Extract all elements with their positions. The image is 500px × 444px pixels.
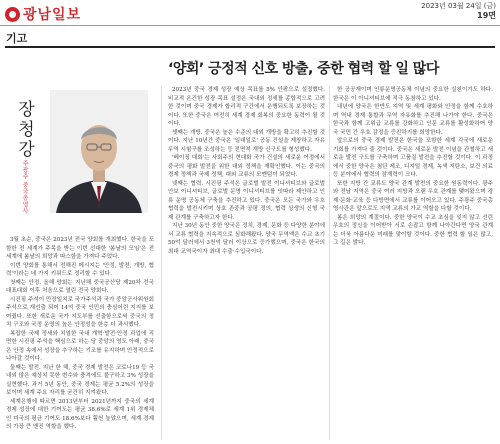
author-title: 주광주 중국총영사 bbox=[21, 160, 28, 215]
paragraph: '베이징 대회'는 사회주의 현대화 국가 건설의 새로운 여정에서 중국의 평화 발전을 위한 대외 정책을 재확인했다. 이는 중국의 경제 정책과 국제 정책, 대외 교류의 모멘텀이 되었다. bbox=[168, 155, 325, 178]
issue-meta bbox=[421, 2, 496, 20]
paragraph: 지난 30년 동안 중한 양국은 정치, 경제, 문화 등 다양한 분야에서 교류 협력을 지속적으로 심화해왔다. 양국 무역액은 수교 초기 50억 달러에서 3천억 달러 이상으로 증가했으며, 중국은 한국의 최대 교역국이자 최대 수출·수입국이다. bbox=[168, 223, 325, 255]
paragraph: 3월 초순, 중국은 2023년 전국 양회를 개최했다. 한국을 포함한 전 세계가 주목을 받는 이번 선대한 '봄날의 모임'은 전 세계에 봄날의 희망과 따스함을 가져다 주었다. bbox=[6, 237, 154, 260]
paragraph: 봄은 희망의 계절이다. 중한 양국이 수교 초심을 잊지 않고 선린우호의 정신을 이어받아 서로 손잡고 함께 나아간다면 양국 관계는 더욱 아름다운 미래를 맞이할 것이다. 중한 협력 할 일은 많고, 그 길은 밝다. bbox=[333, 214, 493, 246]
paragraph: 둘째는 발전. 지난 한 해, 중국 경제 발전은 코로나19 등 국내외 많은 예상치 못한 변수와 충격에도 불구하고 3% 성장을 실현했다. 과거 5년 동안, 중국 경제는 평균 5.2%의 성장을 보이며 세계 주요 자리를 굳건히 지켜왔다. bbox=[6, 364, 154, 396]
author-portrait-image bbox=[50, 90, 148, 213]
article-column-3 bbox=[333, 86, 493, 440]
author-photo bbox=[50, 90, 148, 213]
paragraph: 또한 지방 간 교류도 양국 관계 발전의 중요한 원동력이다. 광주와 전남 지역은 중국 여러 지방과 오랜 우호 관계를 맺어왔으며 경제·문화·교육 등 다방면에서 교류를 이어오고 있다. 주광주 중국총영사관은 앞으로도 지역 교류의 가교 역할을 다할 것이다. bbox=[333, 180, 493, 212]
paragraph: 앞으로의 중국 경제 발전은 한국을 포함한 세계 각국에 새로운 기회를 가져다 줄 것이다. 중국은 새로운 발전 이념을 관철하고 새로운 발전 구도를 구축하며 고품질 발전을 추진할 것이다. 이 과정에서 중한 양국은 첨단 제조, 디지털 경제, 녹색 저탄소, 보건 의료 등 분야에서 협력의 잠재력이 크다. bbox=[333, 138, 493, 178]
article-column-1 bbox=[6, 236, 154, 440]
newspaper-logo bbox=[5, 4, 81, 24]
article-headline: ‘양회’ 긍정적 신호 방출, 중한 협력 할 일 많다 bbox=[168, 61, 439, 77]
paragraph: 첫째는 안정. 올해 양회는 지난해 중국공산당 제20차 전국 대표대회 이후 처음으로 열린 전국 양회다. bbox=[6, 279, 154, 294]
section-label: 기고 bbox=[6, 32, 28, 45]
author-name: 장청강 bbox=[14, 100, 34, 160]
paragraph: 이번 양회를 통해서 전해진 메시지는 '안정, 발전, 개방, 협력'이라는 네 가지 키워드로 정리할 수 있다. bbox=[6, 262, 154, 277]
logo-text: 광남일보 bbox=[23, 7, 82, 23]
paragraph: 시진핑 주석이 만장일치로 국가주석과 국가 중앙군사위원회 주석으로 재선출 되어 14억 중국 인민의 충심어린 지지를 보여줬다. 또한 새로운 국가 지도부를 선출함으로써 중국의 정치 구조와 국정 운영의 높은 안정성을 한층 더 과시했다. bbox=[6, 296, 154, 328]
page-number: 19면 bbox=[477, 11, 496, 20]
paragraph: 세계은행에 따르면 2013년부터 2021년까지 중국의 세계 경제 성장에 대한 기여도는 평균 38.6%로 세계 1위 경제체인 미국의 평균 기여도 18.6%보다 훨씬 높았으며, 세계 경제의 가장 큰 엔진 역할을 했다. bbox=[6, 398, 154, 430]
paragraph: 넷째는 협력. 시진핑 주석은 글로벌 발전 이니셔티브와 글로벌 안보 이니셔티브, 글로벌 문명 이니셔티브를 잇따라 제안하고 인류 운명 공동체 구축을 추진하고 있다. 중국은 모든 국가와 우호 협력을 발전시키며 상호 존중과 공평 정의, 협력 상생의 신형 국제 관계를 구축하고자 한다. bbox=[168, 180, 325, 221]
paragraph: 복잡한 국제 정세와 치열한 국내 개혁·발전·안정 과업에 직면한 시진핑 주석을 핵심으로 하는 당 중앙의 영도 아래, 중국은 안정 속에서 성장을 추구하는 기조를 유지하며 안정적으로 나아갈 것이다. bbox=[6, 330, 154, 362]
column-divider bbox=[329, 86, 330, 440]
paragraph: 2023년 중국 경제 성장 예상 목표를 5% 안팎으로 설정했다. 비교적 온건한 성장 목표 설정은 국내외 정세를 종합적으로 고려한 것이며 중국 경제가 합리적 구간에서 운행되도록 보장하는 것이다. 또한 중국은 여전히 세계 경제 회복의 중요한 동력이 될 것이다. bbox=[168, 87, 325, 127]
paragraph: 내년에 양국은 한반도 지역 및 세계 평화와 안정을 함께 수호하며 역내 경제 통합과 무역 자유화를 추진해 나가야 한다. 중국은 한국과 함께 고위급 교류를 강화하고 인문 교류를 활성화하여 양국 국민 간 우호 감정을 증진하기를 희망한다. bbox=[333, 104, 493, 136]
newspaper-header bbox=[0, 0, 500, 26]
issue-date: 2023년 03월 24일 (금) bbox=[421, 2, 496, 10]
logo-circle-icon bbox=[5, 7, 20, 22]
paragraph: 셋째는 개방. 중국은 높은 수준의 대외 개방을 확고히 추진할 것이다. 지난 10년간 중국은 '일대일로' 공동 건설을 제창하고 자유무역 시험구를 조성하는 등 전면적 개방 신구도를 형성했다. bbox=[168, 129, 325, 153]
section-divider bbox=[5, 46, 495, 48]
paragraph: 한 공공재이며 인류운명공동체 이념의 중요한 실천이기도 하다. 한국은 이 이니셔티브에 적극 동참하고 있다. bbox=[333, 87, 493, 102]
column-divider bbox=[161, 86, 162, 440]
article-column-2 bbox=[168, 86, 325, 440]
